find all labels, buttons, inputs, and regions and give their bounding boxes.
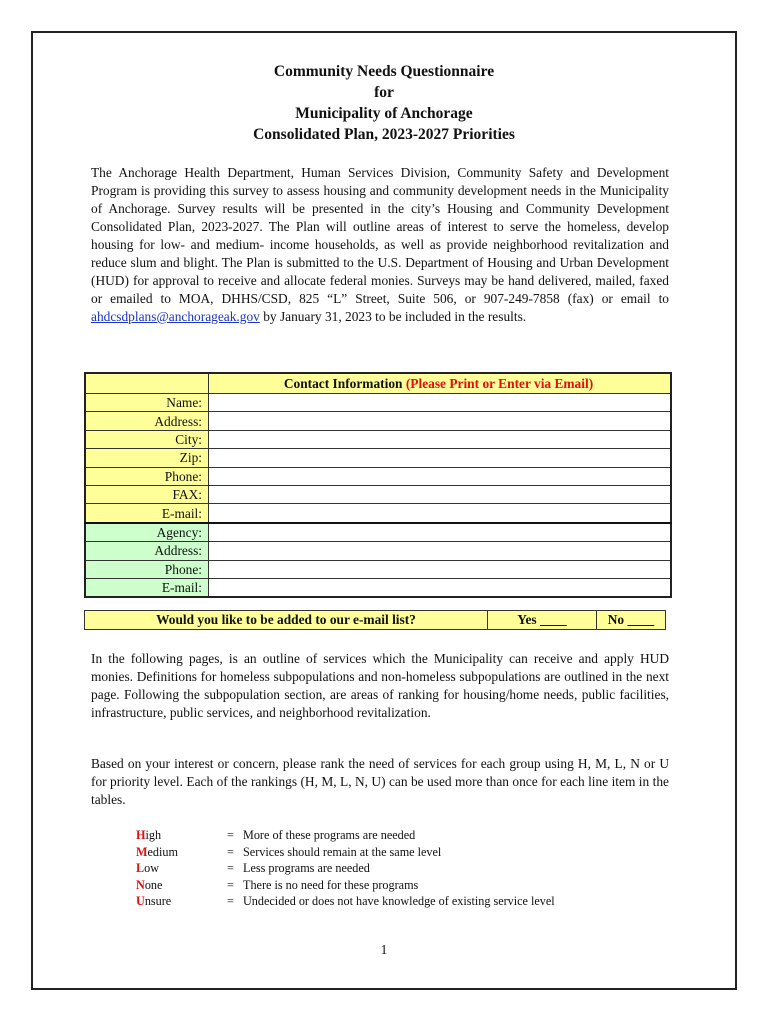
legend-equals: = <box>227 828 234 842</box>
field-input-email[interactable] <box>209 504 672 523</box>
field-label-city: City: <box>85 430 209 448</box>
legend-row-unsure <box>136 893 555 910</box>
field-input-agency[interactable] <box>209 523 672 542</box>
email-list-yes[interactable]: Yes ____ <box>488 611 597 630</box>
legend-word: one <box>144 877 163 892</box>
legend-description: There is no need for these programs <box>243 877 419 892</box>
field-input-phone[interactable] <box>209 467 672 485</box>
field-label-fax: FAX: <box>85 485 209 503</box>
document-page <box>31 31 737 990</box>
field-input-address[interactable] <box>209 412 672 430</box>
contact-heading-note: (Please Print or Enter via Email) <box>405 376 594 391</box>
title-line-4: Consolidated Plan, 2023-2027 Priorities <box>253 126 515 143</box>
intro-text-end: by January 31, 2023 to be included in the results. <box>259 309 527 324</box>
legend-row-low <box>136 860 555 877</box>
intro-paragraph <box>91 164 669 326</box>
contact-header <box>209 373 672 394</box>
intro-text: The Anchorage Health Department, Human Services Division, Community Safety and Development Program is providing this survey to assess housing and community development needs in the Municipality of Anchorage. Survey results will be presented in the city’s Housing and Community Development Consolidated Plan, 2023-2027. The Plan will outline areas of interest to serve the homeless, develop housing for low- and medium- income households, as well as provide neighborhood revitalization and reduce slum and blight. The Plan is submitted to the U.S. Department of Housing and Urban Development (HUD) for approval to receive and allocate federal monies. Surveys may be hand delivered, mailed, faxed or emailed to MOA, DHHS/CSD, 825 “L” Street, Suite 506, or 907-249-7858 (fax) or email to <box>91 165 669 306</box>
field-label-phone: Phone: <box>85 467 209 485</box>
legend-row-high <box>136 827 555 844</box>
legend-equals: = <box>227 894 234 908</box>
contact-header-blank <box>85 373 209 394</box>
contact-information-table <box>84 372 672 598</box>
field-label-zip: Zip: <box>85 449 209 467</box>
priority-legend <box>136 827 555 910</box>
field-input-zip[interactable] <box>209 449 672 467</box>
email-link[interactable]: ahdcsdplans@anchorageak.gov <box>91 309 260 324</box>
email-list-question-text: Would you like to be added to our e-mail list? <box>85 611 488 630</box>
legend-description: Undecided or does not have knowledge of existing service level <box>243 894 555 908</box>
document-title <box>33 61 735 145</box>
legend-word: ow <box>144 861 160 875</box>
page-number: 1 <box>380 942 388 957</box>
title-line-1: Community Needs Questionnaire <box>273 63 495 80</box>
legend-letter: U <box>136 894 145 908</box>
services-outline-paragraph: In the following pages, is an outline of services which the Municipality can receive and apply HUD monies. Definitions for homeless subpopulations and non-homeless subpopulations are outlined in the next page. Following the subpopulation section, are areas of ranking for housing/home needs, public facilities, infrastructure, public services, and neighborhood revitalization. <box>91 651 669 720</box>
legend-letter: L <box>136 861 145 875</box>
field-label-agency: Agency: <box>85 523 209 542</box>
legend-description: Services should remain at the same level <box>243 844 442 859</box>
title-line-3: Municipality of Anchorage <box>295 105 473 122</box>
legend-word: nsure <box>144 894 172 908</box>
field-input-name[interactable] <box>209 394 672 412</box>
legend-letter: N <box>136 877 145 892</box>
legend-word: igh <box>145 828 162 842</box>
field-input-agency-email[interactable] <box>209 578 672 597</box>
field-label-name: Name: <box>85 394 209 412</box>
legend-description: More of these programs are needed <box>243 828 416 842</box>
legend-row-none <box>136 877 555 894</box>
legend-letter: H <box>136 828 146 842</box>
legend-letter: M <box>136 844 148 859</box>
legend-equals: = <box>227 861 234 875</box>
field-input-agency-address[interactable] <box>209 542 672 560</box>
title-line-2: for <box>374 84 394 101</box>
email-list-no[interactable]: No ____ <box>597 611 666 630</box>
legend-word: edium <box>147 844 178 859</box>
legend-description: Less programs are needed <box>243 861 370 875</box>
field-label-agency-phone: Phone: <box>85 560 209 578</box>
legend-equals: = <box>227 877 234 892</box>
field-input-city[interactable] <box>209 430 672 448</box>
field-label-agency-address: Address: <box>85 542 209 560</box>
legend-row-medium <box>136 844 555 861</box>
field-input-fax[interactable] <box>209 485 672 503</box>
field-label-address: Address: <box>85 412 209 430</box>
field-input-agency-phone[interactable] <box>209 560 672 578</box>
legend-equals: = <box>227 844 234 859</box>
field-label-agency-email: E-mail: <box>85 578 209 597</box>
ranking-instructions-paragraph: Based on your interest or concern, please rank the need of services for each group using H, M, L, N or U for priority level. Each of the rankings (H, M, L, N, U) can be used more than once for each line item in the tables. <box>91 756 669 807</box>
email-list-question <box>84 610 666 630</box>
field-label-email: E-mail: <box>85 504 209 523</box>
contact-heading: Contact Information <box>283 376 403 391</box>
